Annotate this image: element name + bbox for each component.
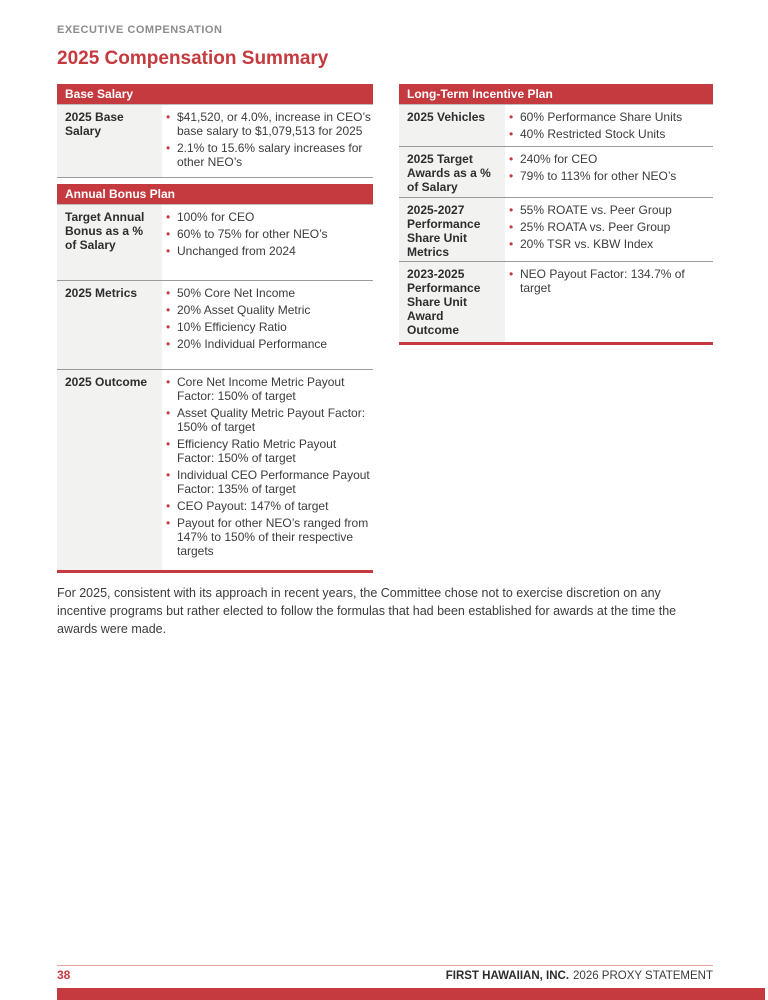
two-column-layout	[57, 84, 713, 573]
bullet-text: 55% ROATE vs. Peer Group	[520, 203, 672, 217]
bullet-icon: •	[509, 203, 514, 217]
bullet-text: Payout for other NEO’s ranged from 147% to 150% of their respective targets	[177, 516, 369, 558]
bullet-text: 79% to 113% for other NEO’s	[520, 169, 677, 183]
bullet-item	[509, 220, 713, 234]
footer-company: FIRST HAWAIIAN, INC.	[445, 970, 570, 982]
base-salary-table-header: Base Salary	[57, 84, 373, 104]
table-row-2025-vehicles	[399, 104, 713, 146]
body-paragraph: For 2025, consistent with its approach in recent years, the Committee chose not to exercise discretion on any incentive programs but rather elected to follow the formulas that had been established for awards at the time the awards were made.	[57, 586, 677, 636]
footer-row	[57, 969, 713, 983]
bullet-item	[166, 227, 373, 241]
annual-bonus-plan-table	[57, 184, 373, 573]
table-row-psu-metrics	[399, 197, 713, 261]
bullet-text: 20% TSR vs. KBW Index	[520, 237, 654, 251]
bullet-icon: •	[509, 169, 514, 183]
bullet-item	[166, 210, 373, 224]
bullet-icon: •	[166, 375, 171, 389]
bullet-icon: •	[166, 303, 171, 317]
footer-divider	[57, 965, 713, 966]
bullet-text: 60% Performance Share Units	[520, 110, 683, 124]
bullet-text: Efficiency Ratio Metric Payout Factor: 150% of target	[177, 437, 337, 465]
bullet-item	[509, 237, 713, 251]
left-column	[57, 84, 373, 573]
bullet-text: 40% Restricted Stock Units	[520, 127, 666, 141]
bullet-text: NEO Payout Factor: 134.7% of target	[520, 267, 685, 295]
bullet-item	[166, 499, 373, 513]
bullet-item	[166, 437, 373, 465]
bullet-text: Unchanged from 2024	[177, 244, 296, 258]
bullet-item	[509, 127, 713, 141]
row-label: 2025 Metrics	[57, 281, 162, 369]
bullet-item	[509, 203, 713, 217]
bullet-icon: •	[166, 141, 171, 155]
bullet-item	[509, 169, 713, 183]
row-label: 2025 Target Awards as a % of Salary	[399, 147, 505, 197]
base-salary-table	[57, 84, 373, 178]
bullet-icon: •	[166, 244, 171, 258]
annual-bonus-table-header: Annual Bonus Plan	[57, 184, 373, 204]
bullet-text: 100% for CEO	[177, 210, 255, 224]
table-row-2025-outcome	[57, 369, 373, 570]
bullet-icon: •	[166, 227, 171, 241]
bullet-text: Individual CEO Performance Payout Factor: 135% of target	[177, 468, 370, 496]
row-bullets	[162, 205, 373, 280]
bullet-icon: •	[166, 437, 171, 451]
row-label: Target Annual Bonus as a % of Salary	[57, 205, 162, 280]
section-eyebrow: EXECUTIVE COMPENSATION	[57, 24, 223, 36]
row-bullets	[505, 147, 713, 197]
bullet-item	[509, 267, 713, 295]
row-label: 2025 Outcome	[57, 370, 162, 570]
bullet-item	[166, 303, 373, 317]
bullet-item	[509, 110, 713, 124]
bullet-icon: •	[509, 110, 514, 124]
bullet-icon: •	[166, 286, 171, 300]
page-footer	[57, 965, 713, 983]
bullet-text: 60% to 75% for other NEO’s	[177, 227, 328, 241]
footer-statement: 2026 PROXY STATEMENT	[573, 970, 713, 982]
right-column	[399, 84, 713, 345]
bullet-icon: •	[509, 237, 514, 251]
bullet-icon: •	[166, 320, 171, 334]
bullet-icon: •	[166, 406, 171, 420]
bullet-text: 10% Efficiency Ratio	[177, 320, 287, 334]
bullet-item	[166, 141, 373, 169]
row-label: 2025 Vehicles	[399, 105, 505, 146]
bullet-text: 20% Asset Quality Metric	[177, 303, 311, 317]
bullet-item	[166, 375, 373, 403]
bullet-icon: •	[166, 210, 171, 224]
table-row-psu-award-outcome	[399, 261, 713, 342]
bullet-text: 20% Individual Performance	[177, 337, 328, 351]
bullet-item	[166, 244, 373, 258]
bullet-text: CEO Payout: 147% of target	[177, 499, 329, 513]
bullet-icon: •	[166, 337, 171, 351]
footer-right	[446, 970, 713, 983]
bullet-text: Core Net Income Metric Payout Factor: 150% of target	[177, 375, 345, 403]
table-row-2025-metrics	[57, 280, 373, 369]
row-label: 2023-2025 Performance Share Unit Award Outcome	[399, 262, 505, 342]
bullet-text: 2.1% to 15.6% salary increases for other NEO’s	[177, 141, 363, 169]
bullet-icon: •	[509, 127, 514, 141]
bullet-text: 50% Core Net Income	[177, 286, 296, 300]
row-bullets	[162, 281, 373, 369]
bullet-icon: •	[166, 468, 171, 482]
row-bullets	[505, 198, 713, 261]
bullet-item	[166, 286, 373, 300]
page-title: 2025 Compensation Summary	[57, 48, 329, 69]
table-row-2025-base-salary	[57, 104, 373, 177]
bullet-item	[166, 516, 373, 558]
table-row-2025-target-awards	[399, 146, 713, 197]
bullet-item	[166, 468, 373, 496]
row-label: 2025-2027 Performance Share Unit Metrics	[399, 198, 505, 261]
bullet-item	[166, 406, 373, 434]
bullet-text: Asset Quality Metric Payout Factor: 150% of target	[177, 406, 366, 434]
bottom-red-band	[57, 988, 765, 1000]
row-bullets	[505, 105, 713, 146]
row-label: 2025 Base Salary	[57, 105, 162, 177]
bullet-icon: •	[509, 220, 514, 234]
row-bullets	[162, 105, 373, 177]
row-bullets	[162, 370, 373, 570]
bullet-text: $41,520, or 4.0%, increase in CEO’s base salary to $1,079,513 for 2025	[177, 110, 371, 138]
bullet-icon: •	[166, 110, 171, 124]
bullet-item	[509, 152, 713, 166]
long-term-incentive-table	[399, 84, 713, 345]
table-row-target-annual-bonus	[57, 204, 373, 280]
bullet-icon: •	[509, 152, 514, 166]
bullet-item	[166, 110, 373, 138]
page-number: 38	[57, 968, 71, 982]
bullet-icon: •	[509, 267, 514, 281]
bullet-icon: •	[166, 499, 171, 513]
bullet-item	[166, 320, 373, 334]
bullet-item	[166, 337, 373, 351]
bullet-icon: •	[166, 516, 171, 530]
row-bullets	[505, 262, 713, 342]
bullet-text: 240% for CEO	[520, 152, 598, 166]
bullet-text: 25% ROATA vs. Peer Group	[520, 220, 671, 234]
lti-table-header: Long-Term Incentive Plan	[399, 84, 713, 104]
